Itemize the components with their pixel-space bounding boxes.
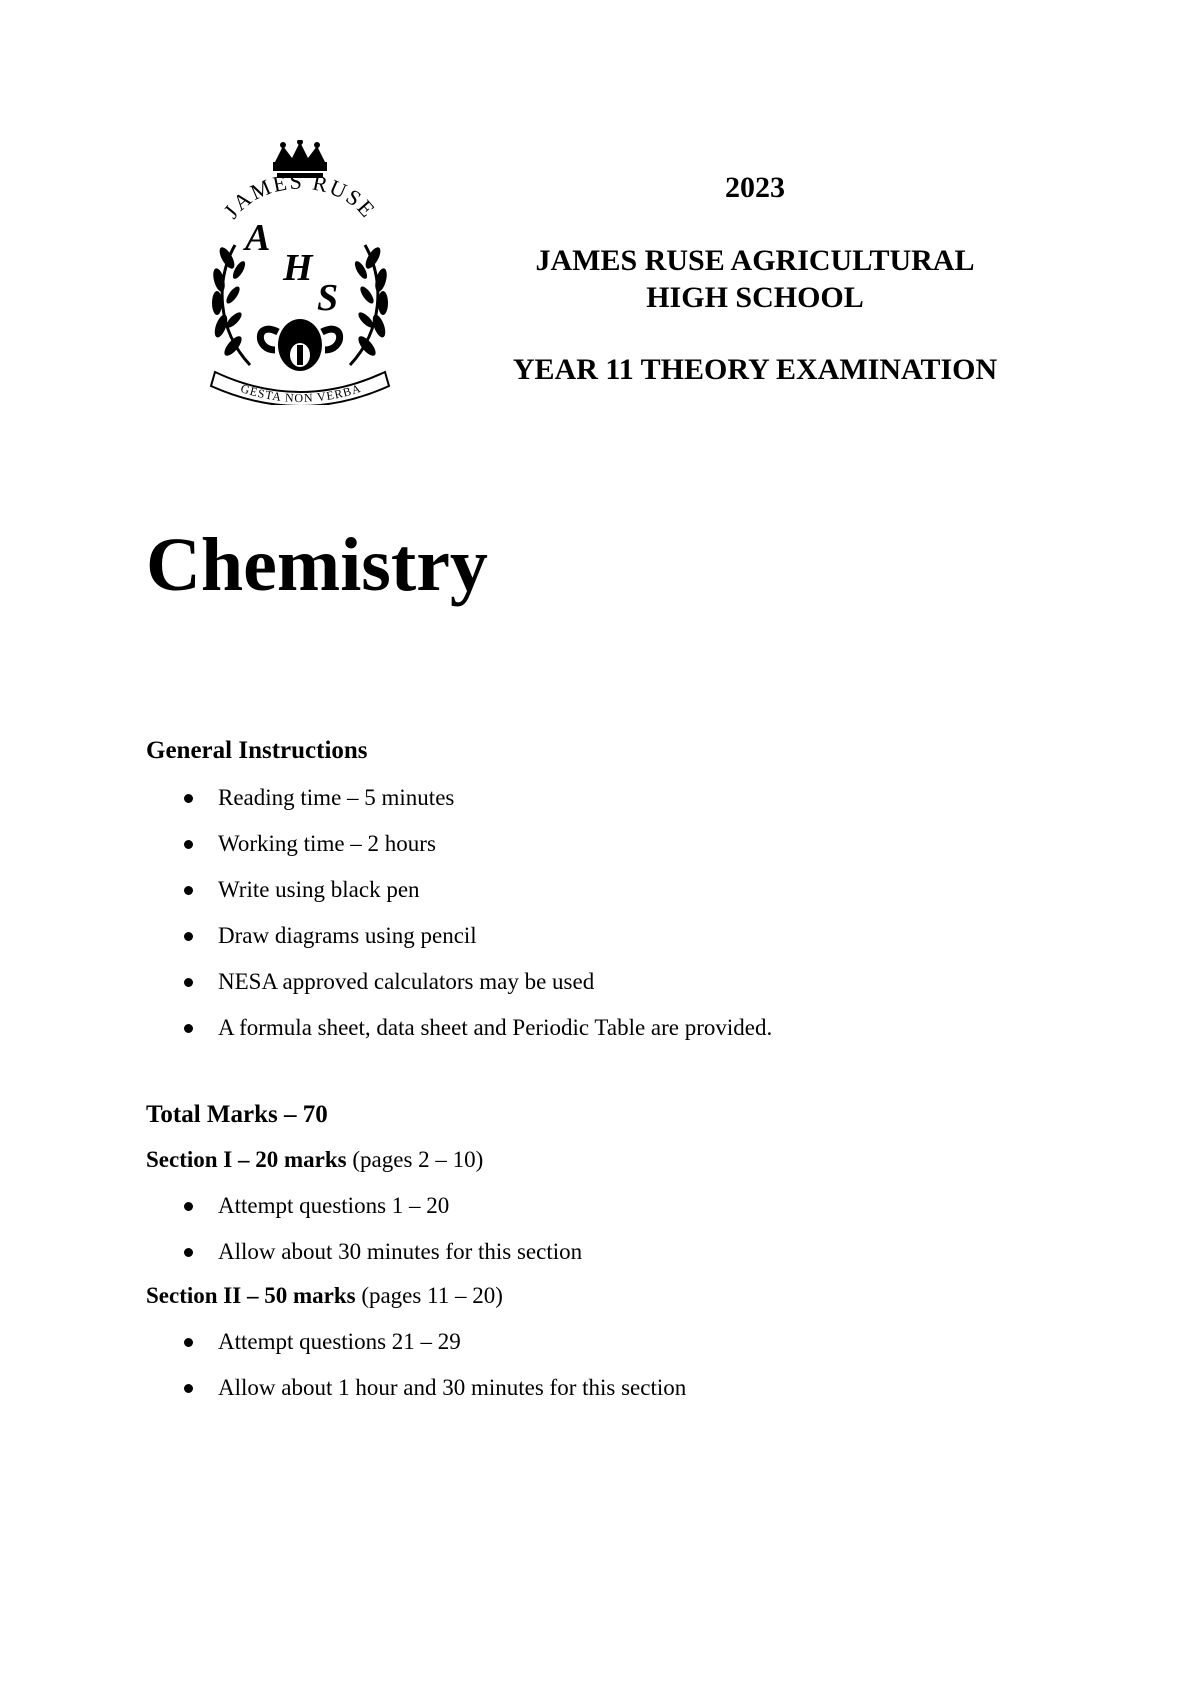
general-instructions-heading: General Instructions — [146, 737, 368, 764]
list-item-text: Allow about 1 hour and 30 minutes for this section — [218, 1375, 687, 1400]
left-laurel-icon — [211, 245, 250, 365]
list-item — [146, 1373, 1106, 1403]
list-item-text: Allow about 30 minutes for this section — [218, 1239, 583, 1264]
ram-head-icon — [260, 319, 339, 371]
section-two-list — [146, 1327, 1106, 1403]
exam-year: 2023 — [725, 171, 785, 204]
bullet-icon — [184, 978, 193, 987]
svg-text:JAMES RUSE: JAMES RUSE — [218, 168, 382, 224]
list-item-text: Write using black pen — [218, 877, 420, 902]
list-item — [146, 783, 1106, 813]
svg-text:A: A — [245, 217, 271, 259]
section-two-title: Section II – 50 marks — [146, 1283, 356, 1308]
bullet-icon — [184, 1338, 193, 1347]
school-name-line2: HIGH SCHOOL — [646, 281, 864, 314]
list-item — [146, 921, 1106, 951]
bullet-icon — [184, 886, 193, 895]
list-item-text: Attempt questions 1 – 20 — [218, 1193, 450, 1218]
section-one-title: Section I – 20 marks — [146, 1147, 347, 1172]
list-item-text: Reading time – 5 minutes — [218, 785, 455, 810]
list-item — [146, 1013, 1106, 1043]
total-marks-heading: Total Marks – 70 — [146, 1101, 328, 1128]
list-item — [146, 1237, 1106, 1267]
exam-title: YEAR 11 THEORY EXAMINATION — [512, 353, 998, 386]
school-name-line1: JAMES RUSE AGRICULTURAL — [535, 244, 975, 277]
right-laurel-icon — [350, 245, 389, 365]
section-two-pages: (pages 11 – 20) — [361, 1283, 503, 1308]
list-item-text: NESA approved calculators may be used — [218, 969, 595, 994]
list-item — [146, 967, 1106, 997]
list-item — [146, 1327, 1106, 1357]
exam-header — [460, 170, 1050, 388]
list-item-text: Draw diagrams using pencil — [218, 923, 477, 948]
general-instructions-list — [146, 783, 1106, 1043]
subject-title: Chemistry — [146, 523, 488, 607]
school-crest-logo — [205, 140, 395, 405]
svg-text:S: S — [317, 277, 339, 319]
list-item-text: Working time – 2 hours — [218, 831, 436, 856]
bullet-icon — [184, 932, 193, 941]
svg-text:H: H — [283, 247, 313, 289]
bullet-icon — [184, 840, 193, 849]
bullet-icon — [184, 1248, 193, 1257]
bullet-icon — [184, 1024, 193, 1033]
list-item — [146, 1191, 1106, 1221]
list-item-text: A formula sheet, data sheet and Periodic Table are provided. — [218, 1015, 773, 1040]
bullet-icon — [184, 794, 193, 803]
section-two-heading — [146, 1281, 1106, 1311]
section-one-pages: (pages 2 – 10) — [352, 1147, 484, 1172]
svg-text:GESTA NON VERBA: GESTA NON VERBA — [238, 380, 364, 405]
list-item — [146, 875, 1106, 905]
bullet-icon — [184, 1202, 193, 1211]
instructions-body — [146, 735, 1106, 1403]
school-name — [460, 242, 1050, 316]
section-one-list — [146, 1191, 1106, 1267]
bullet-icon — [184, 1384, 193, 1393]
list-item — [146, 829, 1106, 859]
list-item-text: Attempt questions 21 – 29 — [218, 1329, 461, 1354]
section-one-heading — [146, 1145, 1106, 1175]
